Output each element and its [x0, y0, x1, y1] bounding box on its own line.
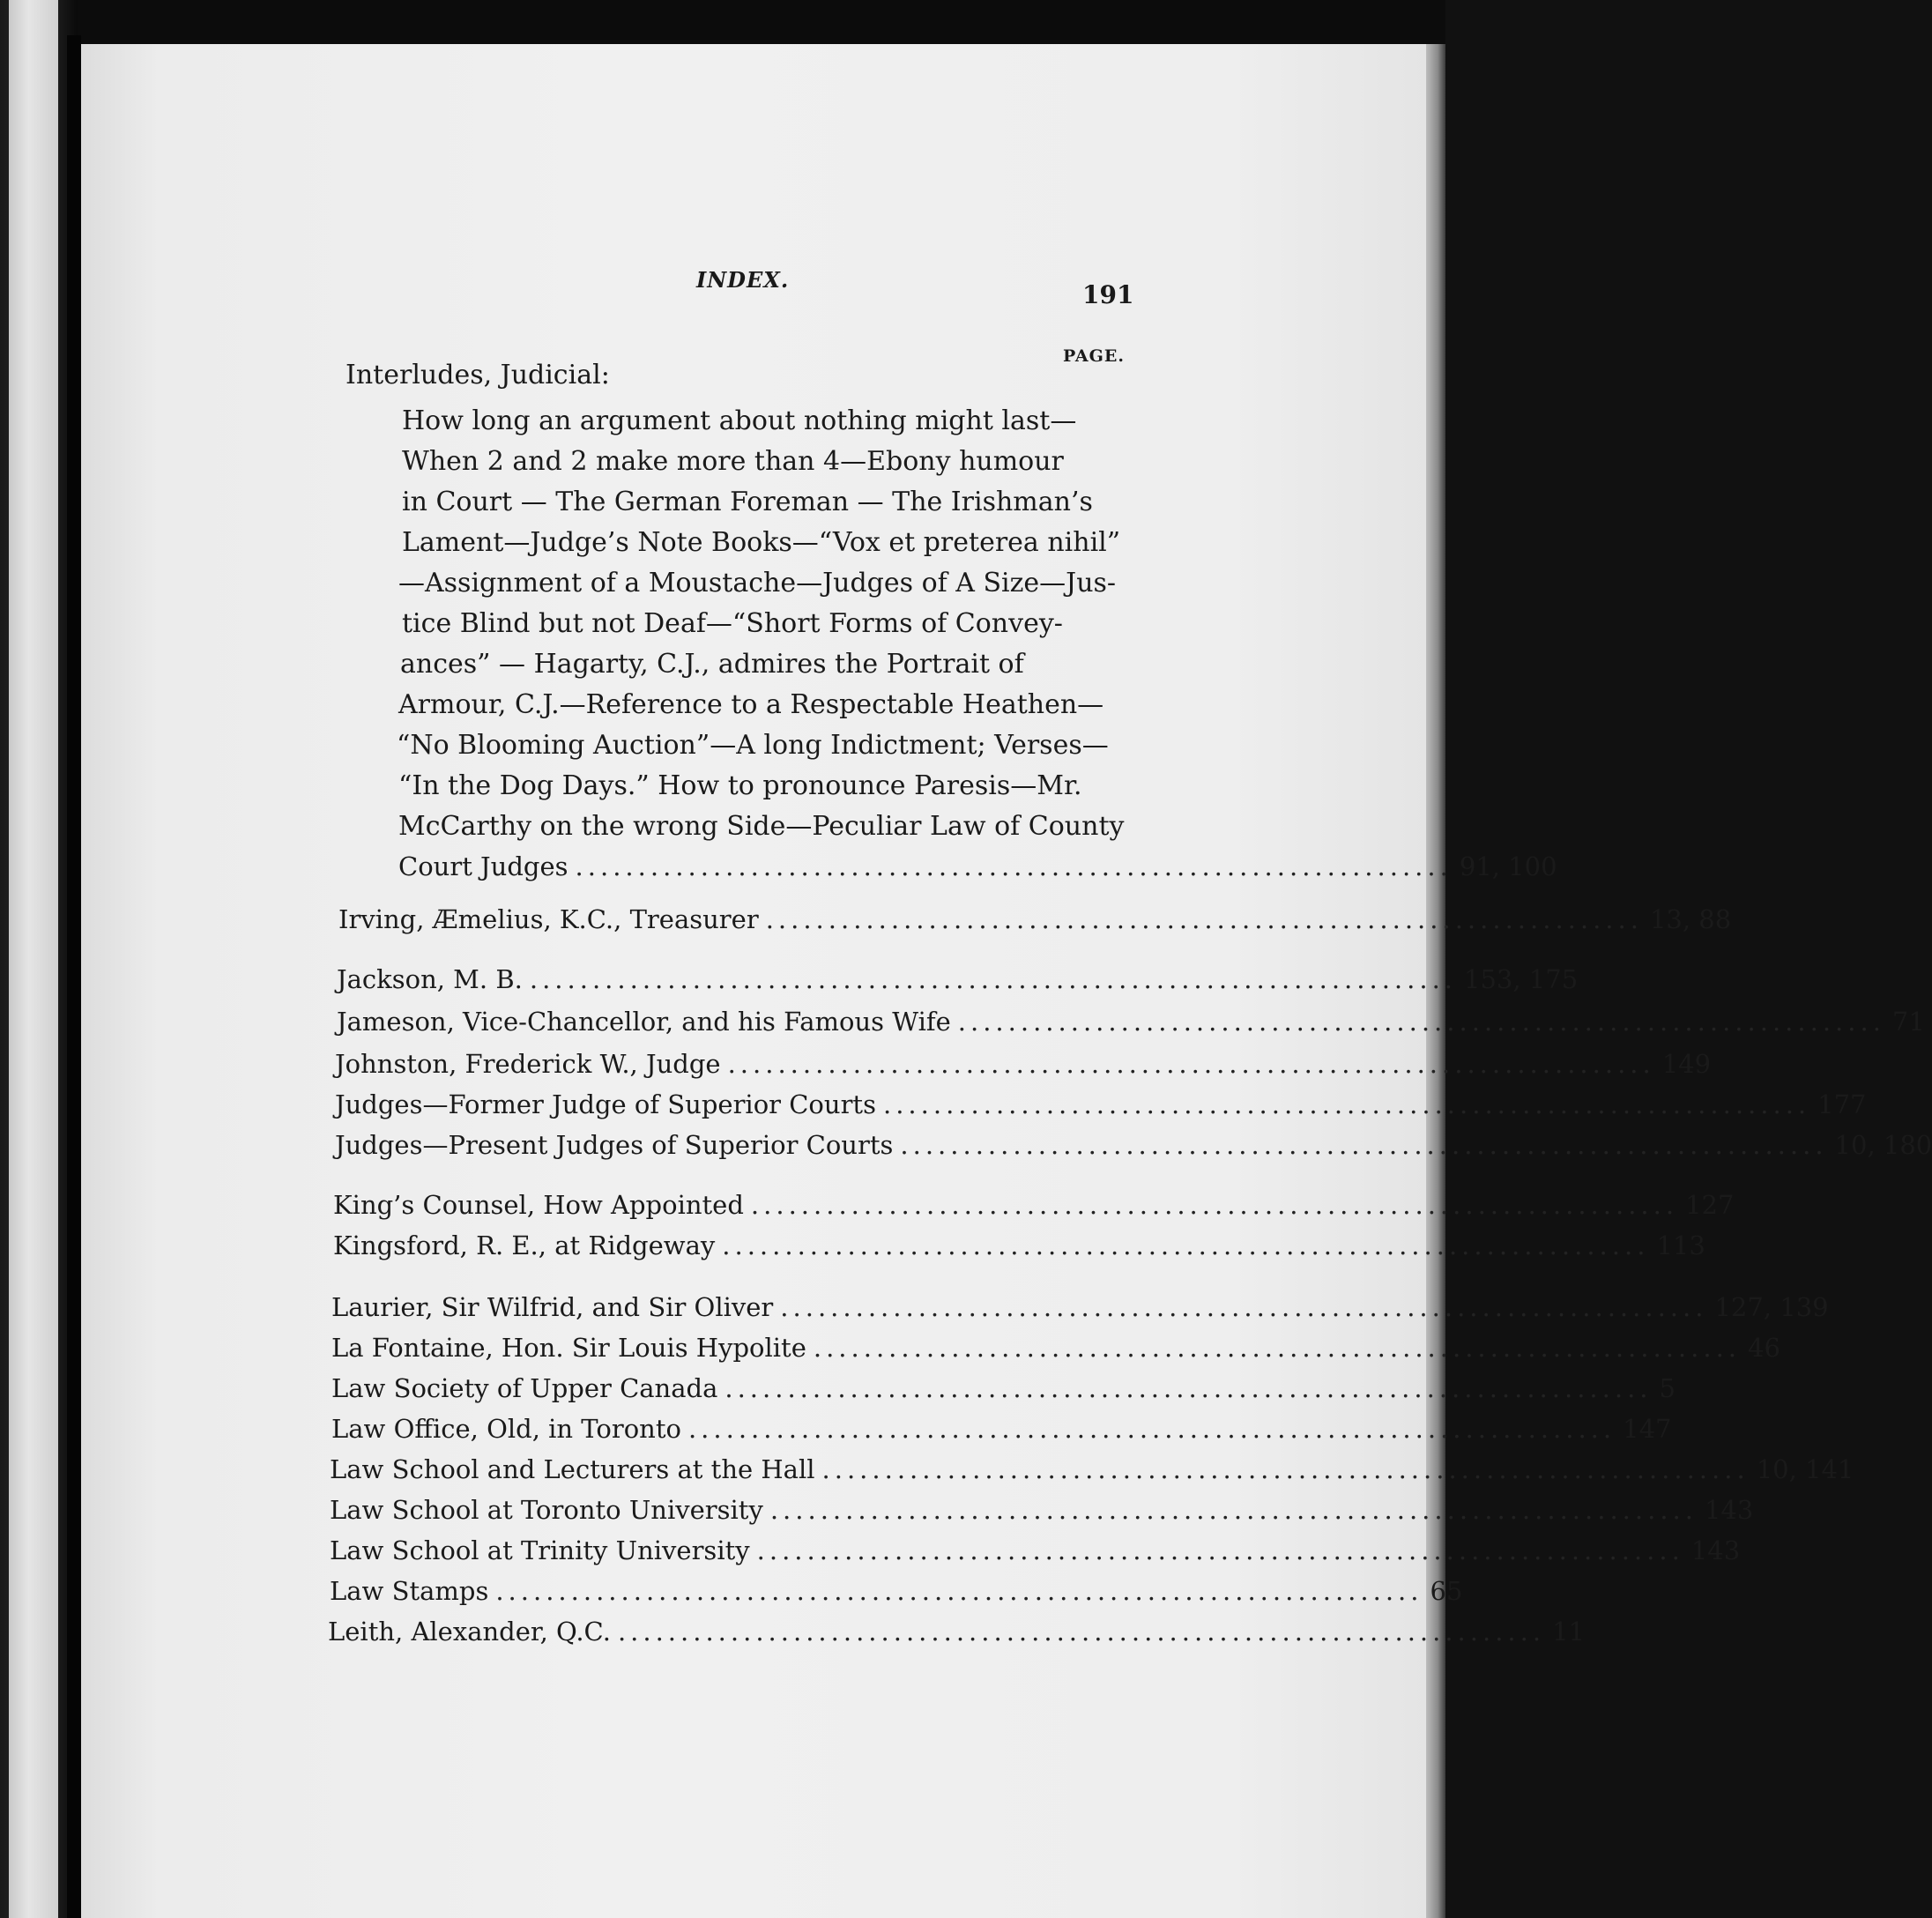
entry-title: Court Judges: [398, 851, 568, 881]
interludes-line: in Court — The German Foreman — The Irishman’s: [402, 487, 1093, 517]
index-entry: [333, 1190, 1735, 1220]
dot-leader: ..........................................................................: [727, 1049, 1655, 1079]
dot-leader: ......................................................................: [575, 851, 1453, 881]
interludes-line: tice Blind but not Deaf—“Short Forms of Convey-: [402, 608, 1063, 639]
entry-title: Jameson, Vice-Chancellor, and his Famous Wife: [337, 1007, 951, 1037]
binding-gutter: [67, 35, 81, 1918]
entry-pages: 127, 139: [1714, 1292, 1829, 1322]
dot-leader: ..........................................................................: [617, 1617, 1546, 1647]
entry-title: Judges—Former Judge of Superior Courts: [335, 1089, 876, 1119]
entry-pages: 11: [1552, 1617, 1585, 1647]
entry-title: Leith, Alexander, Q.C.: [328, 1617, 611, 1647]
index-entry: [331, 1373, 1676, 1403]
entry-pages: 91, 100: [1459, 851, 1557, 881]
entry-title: Law School at Trinity University: [330, 1535, 750, 1565]
index-entry: [337, 964, 1579, 994]
entry-pages: 143: [1690, 1535, 1741, 1565]
entry-title: La Fontaine, Hon. Sir Louis Hypolite: [331, 1333, 806, 1363]
index-heading-interludes: Interludes, Judicial:: [346, 360, 610, 390]
entry-title: Kingsford, R. E., at Ridgeway: [333, 1230, 716, 1260]
index-entry: [335, 1130, 1932, 1160]
entry-pages: 46: [1748, 1333, 1780, 1363]
interludes-line: ances” — Hagarty, C.J., admires the Portrait of: [400, 649, 1024, 680]
dot-leader: ..........................................................................: [821, 1454, 1750, 1484]
entry-pages: 127: [1685, 1190, 1735, 1220]
dot-leader: ..........................................................................: [687, 1414, 1616, 1444]
entry-title: Law Office, Old, in Toronto: [331, 1414, 681, 1444]
entry-pages: 10, 141: [1756, 1454, 1854, 1484]
entry-pages: 177: [1817, 1089, 1867, 1119]
entry-title: Jackson, M. B.: [337, 964, 523, 994]
index-entry: [331, 1414, 1672, 1444]
entry-pages: 143: [1704, 1495, 1754, 1525]
entry-title: King’s Counsel, How Appointed: [333, 1190, 744, 1220]
entry-pages: 113: [1656, 1230, 1705, 1260]
interludes-line: Armour, C.J.—Reference to a Respectable Heathen—: [398, 689, 1104, 720]
index-entry: [331, 1333, 1780, 1363]
entry-pages: 65: [1430, 1576, 1463, 1606]
index-entry: [331, 1292, 1829, 1322]
index-entry: [333, 1230, 1705, 1260]
dot-leader: ..........................................................................: [957, 1007, 1885, 1037]
page-number: 191: [1082, 280, 1134, 309]
entry-title: Law School at Toronto University: [330, 1495, 763, 1525]
interludes-line: When 2 and 2 make more than 4—Ebony humour: [402, 446, 1064, 477]
index-entry: [330, 1495, 1754, 1525]
dot-leader: ..........................................................................: [722, 1230, 1650, 1260]
interludes-line: “No Blooming Auction”—A long Indictment; Verses—: [397, 730, 1109, 761]
running-head: INDEX.: [696, 267, 790, 293]
dot-leader: ..........................................................................: [780, 1292, 1708, 1322]
dot-leader: ..........................................................................: [813, 1333, 1742, 1363]
binding-paper-strip: [9, 0, 58, 1918]
index-entry: [338, 904, 1732, 934]
dot-leader: ..........................................................................: [900, 1130, 1828, 1160]
dot-leader: ..........................................................................: [750, 1190, 1679, 1220]
page-column-label: PAGE.: [1063, 346, 1125, 366]
index-entry-interludes-last: [398, 851, 1557, 881]
entry-pages: 147: [1623, 1414, 1672, 1444]
entry-title: Laurier, Sir Wilfrid, and Sir Oliver: [331, 1292, 774, 1322]
dot-leader: ..........................................................................: [882, 1089, 1811, 1119]
scan-top-border: [78, 0, 1445, 46]
interludes-line: —Assignment of a Moustache—Judges of A Size—Jus-: [398, 568, 1117, 598]
entry-title: Judges—Present Judges of Superior Courts: [335, 1130, 894, 1160]
index-entry: [330, 1454, 1854, 1484]
index-entry: [330, 1535, 1741, 1565]
interludes-line: McCarthy on the wrong Side—Peculiar Law of County: [398, 811, 1125, 842]
entry-pages: 13, 88: [1649, 904, 1732, 934]
entry-title: Law School and Lecturers at the Hall: [330, 1454, 815, 1484]
dot-leader: ......................................................................: [765, 904, 1643, 934]
entry-title: Irving, Æmelius, K.C., Treasurer: [338, 904, 759, 934]
dot-leader: ..........................................................................: [756, 1535, 1684, 1565]
index-entry: [337, 1007, 1925, 1037]
dot-leader: ..........................................................................: [724, 1373, 1653, 1403]
entry-pages: 10, 180: [1834, 1130, 1932, 1160]
interludes-line: How long an argument about nothing might last—: [402, 405, 1077, 436]
interludes-line: “In the Dog Days.” How to pronounce Paresis—Mr.: [398, 770, 1082, 801]
index-entry: [328, 1617, 1585, 1647]
entry-pages: 5: [1659, 1373, 1676, 1403]
dot-leader: ..........................................................................: [495, 1576, 1423, 1606]
index-entry: [335, 1049, 1712, 1079]
interludes-line: Lament—Judge’s Note Books—“Vox et preterea nihil”: [402, 527, 1121, 558]
entry-pages: 153, 175: [1464, 964, 1579, 994]
dot-leader: ..........................................................................: [769, 1495, 1698, 1525]
entry-title: Johnston, Frederick W., Judge: [335, 1049, 721, 1079]
index-entry: [335, 1089, 1867, 1119]
dot-leader: ..........................................................................: [529, 964, 1458, 994]
entry-title: Law Society of Upper Canada: [331, 1373, 718, 1403]
index-entry: [330, 1576, 1463, 1606]
entry-title: Law Stamps: [330, 1576, 489, 1606]
entry-pages: 149: [1661, 1049, 1712, 1079]
entry-pages: 71: [1891, 1007, 1925, 1037]
